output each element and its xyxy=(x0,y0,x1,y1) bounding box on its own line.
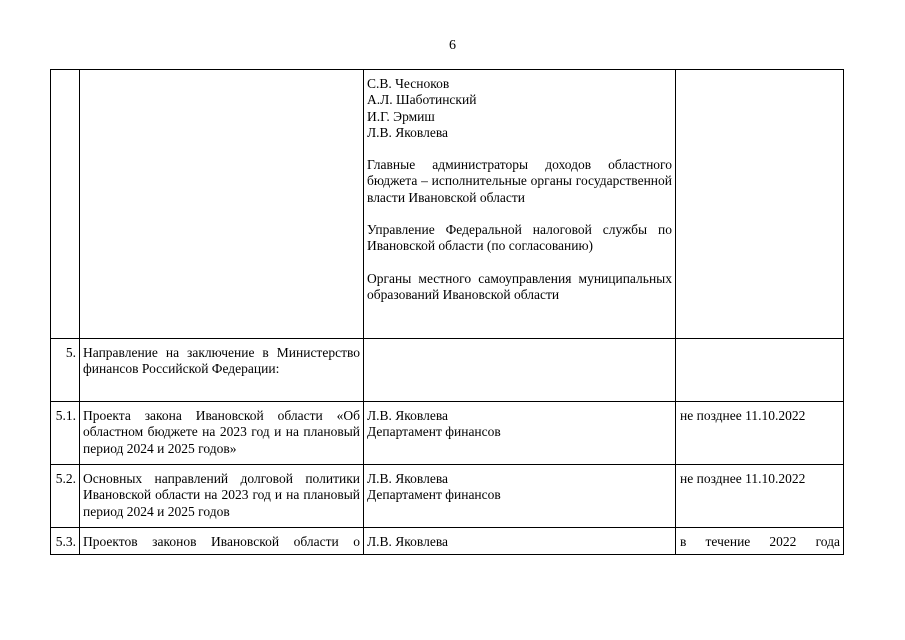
row-number-cell xyxy=(51,70,80,339)
row-number: 5. xyxy=(51,339,80,402)
deadline-text: в течение 2022 года xyxy=(676,528,844,555)
executor-name: С.В. Чесноков xyxy=(367,76,450,91)
deadline-text xyxy=(676,339,844,402)
executor-name: И.Г. Эрмиш xyxy=(367,108,435,124)
row-number: 5.1. xyxy=(51,402,80,465)
executor-group: Органы местного самоуправления муниципальных образований Ивановской области xyxy=(367,270,672,302)
event-text: Направление на заключение в Министерство финансов Российской Федерации: xyxy=(80,339,364,402)
page-number: 6 xyxy=(449,38,456,53)
executors-cell xyxy=(364,70,676,339)
executor-name: Л.В. Яковлева xyxy=(367,534,449,549)
executor-name: А.Л. Шаботинский xyxy=(367,92,477,108)
executor-group: Главные администраторы доходов областного бюджета – исполнительные органы государственной власти Ивановской области xyxy=(367,157,672,205)
deadline-text: не позднее 11.10.2022 xyxy=(676,465,844,528)
deadline-cell xyxy=(676,70,844,339)
event-text: Проекта закона Ивановской области «Об областном бюджете на 2023 год и на плановый период 2024 и 2025 годов» xyxy=(80,402,364,465)
executor-name: Л.В. Яковлева xyxy=(367,124,449,140)
executors-cell xyxy=(364,465,676,528)
event-text: Проектов законов Ивановской области о xyxy=(80,528,364,555)
executor-group: Управление Федеральной налоговой службы по Ивановской области (по согласованию) xyxy=(367,222,672,254)
row-number: 5.3. xyxy=(51,528,80,555)
table-row xyxy=(51,465,844,528)
executor-name: Л.В. Яковлева xyxy=(367,408,449,423)
table-row xyxy=(51,339,844,402)
table-row xyxy=(51,402,844,465)
event-text: Основных направлений долговой политики Ивановской области на 2023 год и на плановый период 2024 и 2025 годов xyxy=(80,465,364,528)
executors-cell xyxy=(364,528,676,555)
executors-cell xyxy=(364,402,676,465)
deadline-text: не позднее 11.10.2022 xyxy=(676,402,844,465)
table-row xyxy=(51,528,844,555)
table-row-continued xyxy=(51,70,844,339)
executor-name: Л.В. Яковлева xyxy=(367,471,449,486)
executor-department: Департамент финансов xyxy=(367,487,501,503)
row-number: 5.2. xyxy=(51,465,80,528)
executor-department: Департамент финансов xyxy=(367,424,501,440)
event-cell xyxy=(80,70,364,339)
executors-cell xyxy=(364,339,676,402)
plan-table xyxy=(50,69,844,555)
